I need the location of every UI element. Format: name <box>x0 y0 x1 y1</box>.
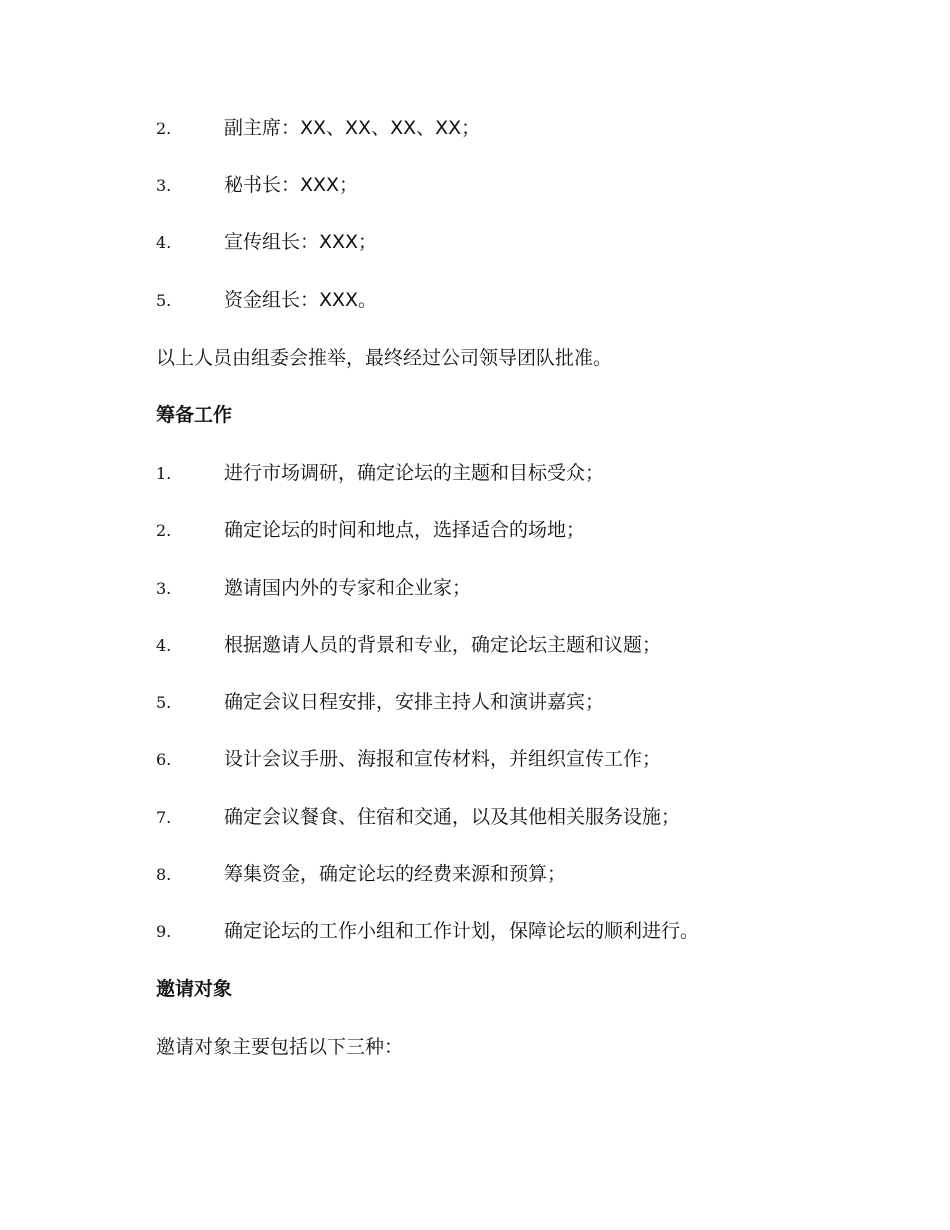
list-number: 1. <box>156 464 172 483</box>
list-text: 邀请国内外的专家和企业家； <box>224 577 472 599</box>
officer-item <box>156 229 377 255</box>
list-text: 秘书长：XXX； <box>224 174 359 196</box>
section-heading-prep: 筹备工作 <box>156 404 233 426</box>
list-text: 宣传组长：XXX； <box>224 231 378 253</box>
officer-item <box>156 172 358 198</box>
list-number: 2. <box>156 119 172 138</box>
invite-intro: 邀请对象主要包括以下三种： <box>156 1036 404 1058</box>
list-text: 确定论坛的工作小组和工作计划，保障论坛的顺利进行。 <box>224 920 700 942</box>
prep-item <box>156 575 471 601</box>
prep-item <box>156 746 661 772</box>
prep-item <box>156 632 661 658</box>
list-number: 6. <box>156 750 172 769</box>
prep-item <box>156 517 585 543</box>
prep-item <box>156 861 566 887</box>
list-number: 2. <box>156 521 172 540</box>
list-text: 确定论坛的时间和地点，选择适合的场地； <box>224 519 586 541</box>
list-text: 进行市场调研，确定论坛的主题和目标受众； <box>224 462 605 484</box>
prep-item <box>156 804 680 830</box>
prep-item <box>156 689 604 715</box>
list-number: 5. <box>156 693 172 712</box>
prep-item <box>156 918 699 944</box>
list-number: 7. <box>156 808 172 827</box>
officer-item <box>156 287 377 313</box>
list-number: 3. <box>156 176 172 195</box>
prep-item <box>156 460 604 486</box>
list-text: 筹集资金，确定论坛的经费来源和预算； <box>224 863 567 885</box>
list-number: 5. <box>156 291 172 310</box>
officers-note: 以上人员由组委会推举，最终经过公司领导团队批准。 <box>156 347 613 369</box>
list-number: 8. <box>156 865 172 884</box>
list-text: 设计会议手册、海报和宣传材料，并组织宣传工作； <box>224 748 662 770</box>
list-text: 确定会议日程安排，安排主持人和演讲嘉宾； <box>224 691 605 713</box>
list-text: 副主席：XX、XX、XX、XX； <box>224 117 481 139</box>
list-number: 3. <box>156 579 172 598</box>
list-text: 确定会议餐食、住宿和交通，以及其他相关服务设施； <box>224 806 681 828</box>
list-number: 9. <box>156 922 172 941</box>
list-text: 根据邀请人员的背景和专业，确定论坛主题和议题； <box>224 634 662 656</box>
officer-item <box>156 115 480 141</box>
list-number: 4. <box>156 233 172 252</box>
section-heading-invite: 邀请对象 <box>156 978 233 1000</box>
list-number: 4. <box>156 636 172 655</box>
list-text: 资金组长：XXX。 <box>224 289 378 311</box>
